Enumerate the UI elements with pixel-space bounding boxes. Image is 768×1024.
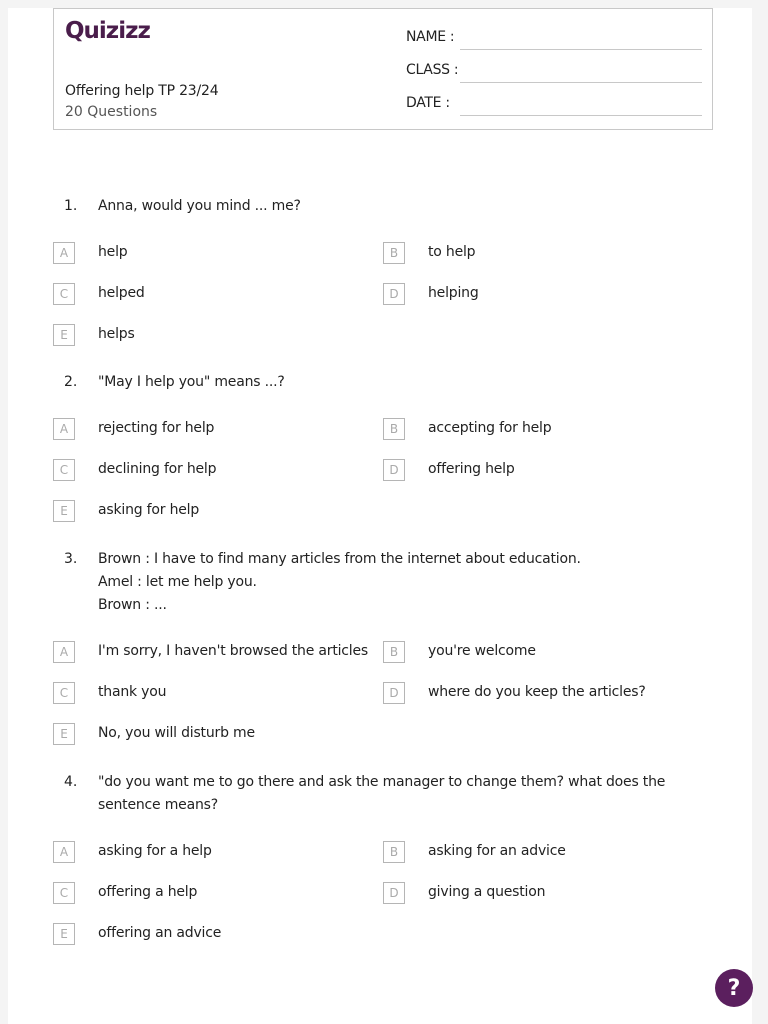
option-text: asking for a help [98,843,212,859]
worksheet-title: Offering help TP 23/24 [65,83,219,99]
option-text: where do you keep the articles? [428,684,646,700]
option-text: giving a question [428,884,546,900]
option-text: asking for an advice [428,843,566,859]
worksheet-page [8,8,752,1024]
option-letter-box: E [53,324,75,346]
option-letter-box: D [383,283,405,305]
question-line: "do you want me to go there and ask the manager to change them? what does the [98,774,666,790]
name-field[interactable] [406,29,702,51]
name-label: NAME : [406,29,455,45]
option-letter-box: D [383,682,405,704]
option-text: help [98,244,128,260]
option-letter-box: A [53,641,75,663]
option-text: offering an advice [98,925,222,941]
option-text: helps [98,326,135,342]
option-text: accepting for help [428,420,552,436]
option-text: declining for help [98,461,217,477]
option-text: helping [428,285,479,301]
option-letter-box: A [53,242,75,264]
date-line[interactable] [460,115,702,116]
option-text: offering a help [98,884,198,900]
option-letter-box: B [383,841,405,863]
option-letter-box: E [53,500,75,522]
date-field[interactable] [406,95,702,117]
quizizz-logo: Quizizz [65,18,150,44]
class-field[interactable] [406,62,702,84]
date-label: DATE : [406,95,450,111]
option-letter-box: B [383,242,405,264]
option-text: asking for help [98,502,200,518]
option-letter-box: C [53,459,75,481]
question-text [98,771,698,817]
worksheet-header [53,8,713,130]
question-count: 20 Questions [65,104,158,120]
question-text [98,548,698,617]
question-line: Brown : I have to find many articles from the internet about education. [98,551,581,567]
option-text: rejecting for help [98,420,215,436]
question-line: Brown : ... [98,597,167,613]
question-text: "May I help you" means ...? [98,374,285,390]
option-letter-box: D [383,459,405,481]
option-text: offering help [428,461,515,477]
option-text: thank you [98,684,167,700]
option-text: helped [98,285,145,301]
name-line[interactable] [460,49,702,50]
option-letter-box: B [383,641,405,663]
class-line[interactable] [460,82,702,83]
question-mark-icon: ? [727,975,741,1001]
question-text: Anna, would you mind ... me? [98,198,301,214]
option-letter-box: E [53,723,75,745]
question-number: 4. [64,774,78,790]
question-line: sentence means? [98,797,218,813]
help-button[interactable] [715,969,753,1007]
question-number: 3. [64,551,78,567]
option-text: I'm sorry, I haven't browsed the articles [98,643,368,659]
option-letter-box: A [53,841,75,863]
option-text: No, you will disturb me [98,725,255,741]
option-letter-box: C [53,682,75,704]
question-number: 1. [64,198,78,214]
option-letter-box: D [383,882,405,904]
option-letter-box: C [53,882,75,904]
option-letter-box: B [383,418,405,440]
option-letter-box: A [53,418,75,440]
question-number: 2. [64,374,78,390]
option-text: to help [428,244,476,260]
question-line: Amel : let me help you. [98,574,257,590]
option-letter-box: E [53,923,75,945]
option-text: you're welcome [428,643,536,659]
class-label: CLASS : [406,62,459,78]
option-letter-box: C [53,283,75,305]
